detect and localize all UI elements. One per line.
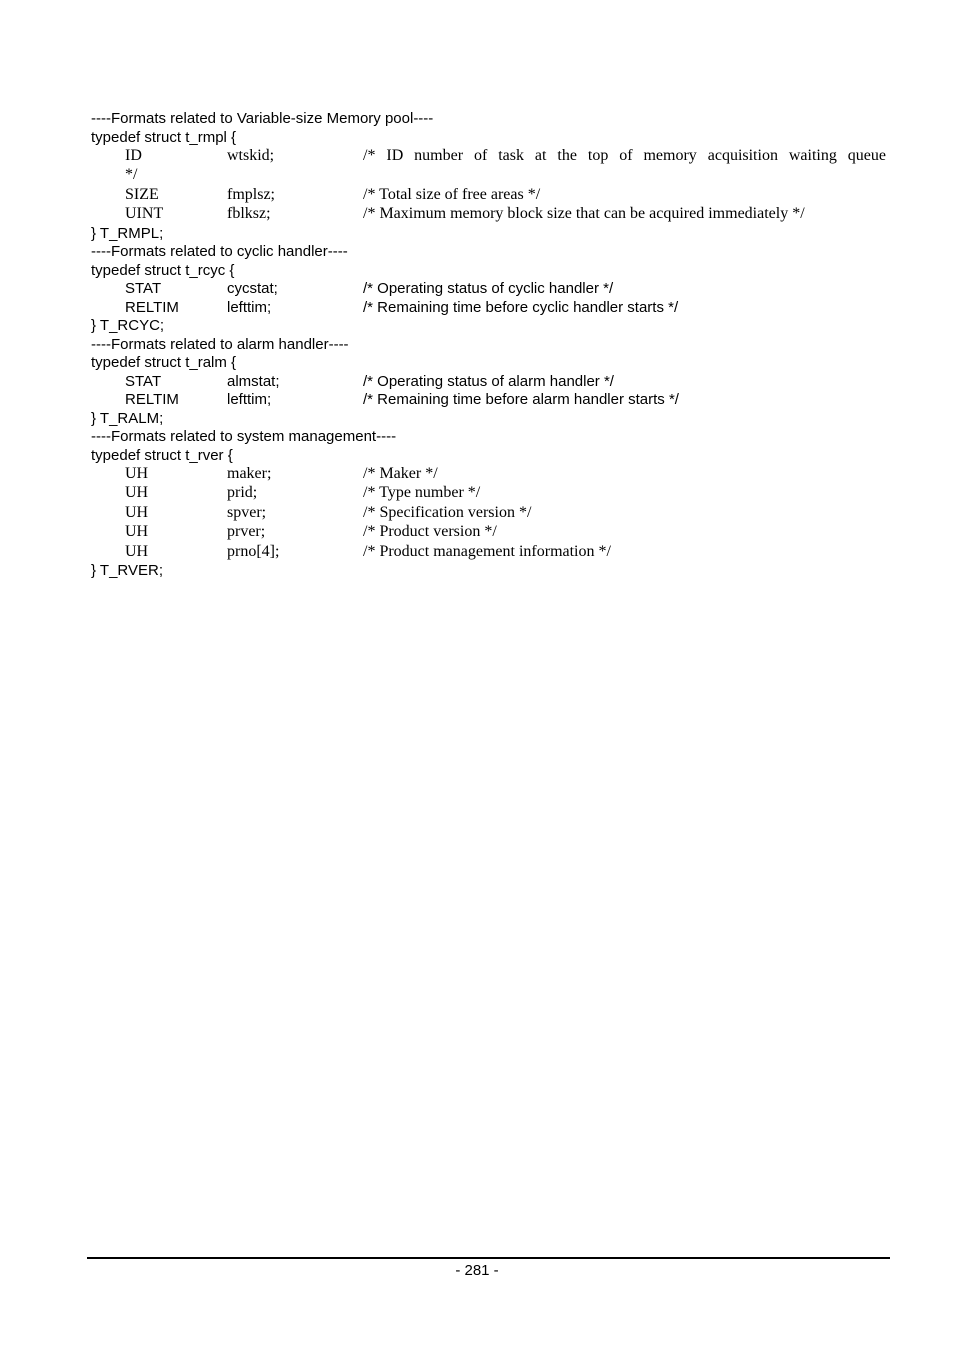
field-name: cycstat; — [227, 280, 278, 298]
field-type: STAT — [125, 372, 162, 390]
field-type: SIZE — [125, 185, 159, 203]
field-name: lefttim; — [227, 298, 272, 316]
field-type: UH — [125, 465, 149, 483]
field-comment: /* Product management information */ — [363, 542, 611, 560]
field-name: maker; — [227, 465, 272, 483]
struct-field-almstat — [91, 373, 891, 392]
struct-open-rmpl: typedef struct t_rmpl { — [91, 128, 237, 146]
field-type: UINT — [125, 205, 164, 223]
field-type: UH — [125, 542, 149, 560]
field-name: fblksz; — [227, 205, 271, 223]
field-comment: /* Remaining time before cyclic handler starts */ — [363, 298, 679, 316]
struct-field-cycstat — [91, 280, 891, 299]
field-comment: /* Operating status of cyclic handler */ — [363, 280, 614, 298]
struct-close-rver: } T_RVER; — [91, 562, 163, 580]
field-name: fmplsz; — [227, 185, 275, 203]
struct-field-prno — [91, 543, 891, 562]
field-comment: /* Total size of free areas */ — [363, 185, 541, 203]
field-comment: /* Remaining time before alarm handler starts */ — [363, 391, 679, 409]
field-name: spver; — [227, 503, 267, 521]
field-comment: /* Maker */ — [363, 465, 438, 483]
field-comment: /* Specification version */ — [363, 503, 532, 521]
field-name: prno[4]; — [227, 542, 280, 560]
struct-close-rmpl: } T_RMPL; — [91, 224, 164, 242]
struct-field-fblksz — [91, 205, 891, 224]
field-comment: /* Maximum memory block size that can be acquired immediately */ — [363, 205, 805, 223]
field-type: RELTIM — [125, 391, 179, 409]
struct-field-lefttim-cyc — [91, 299, 891, 318]
field-comment: /* ID number of task at the top of memory acquisition waiting queue — [363, 147, 886, 164]
field-comment: /* Type number */ — [363, 484, 481, 502]
section-heading-rcyc: ----Formats related to cyclic handler---- — [91, 243, 348, 261]
field-type: RELTIM — [125, 298, 179, 316]
struct-open-ralm: typedef struct t_ralm { — [91, 354, 237, 372]
page-number: - 281 - — [455, 1262, 499, 1279]
struct-open-rver: typedef struct t_rver { — [91, 446, 233, 464]
field-comment: /* Operating status of alarm handler */ — [363, 372, 614, 390]
field-type: ID — [125, 147, 142, 164]
section-heading-ralm: ----Formats related to alarm handler---- — [91, 335, 349, 353]
footer-divider — [87, 1257, 890, 1259]
field-comment: /* Product version */ — [363, 523, 497, 541]
field-name: wtskid; — [227, 147, 275, 164]
field-name: prver; — [227, 523, 266, 541]
field-name: prid; — [227, 484, 258, 502]
document-body — [91, 110, 891, 581]
struct-field-lefttim-alm — [91, 391, 891, 410]
struct-field-maker — [91, 465, 891, 484]
field-name: almstat; — [227, 372, 280, 390]
field-type: UH — [125, 523, 149, 541]
field-type: UH — [125, 484, 149, 502]
struct-close-rcyc: } T_RCYC; — [91, 317, 165, 335]
struct-field-prid — [91, 484, 891, 503]
struct-close-ralm: } T_RALM; — [91, 409, 164, 427]
struct-field-spver — [91, 504, 891, 523]
field-type: UH — [125, 503, 149, 521]
field-name: lefttim; — [227, 391, 272, 409]
struct-open-rcyc: typedef struct t_rcyc { — [91, 261, 235, 279]
struct-field-fmplsz — [91, 186, 891, 205]
struct-field-prver — [91, 523, 891, 542]
section-heading-rver: ----Formats related to system management---- — [91, 428, 397, 446]
field-type: STAT — [125, 280, 162, 298]
field-comment-continuation: */ — [125, 166, 138, 184]
struct-field-wtskid — [91, 147, 891, 186]
section-heading-rmpl: ----Formats related to Variable-size Memory pool---- — [91, 110, 434, 127]
